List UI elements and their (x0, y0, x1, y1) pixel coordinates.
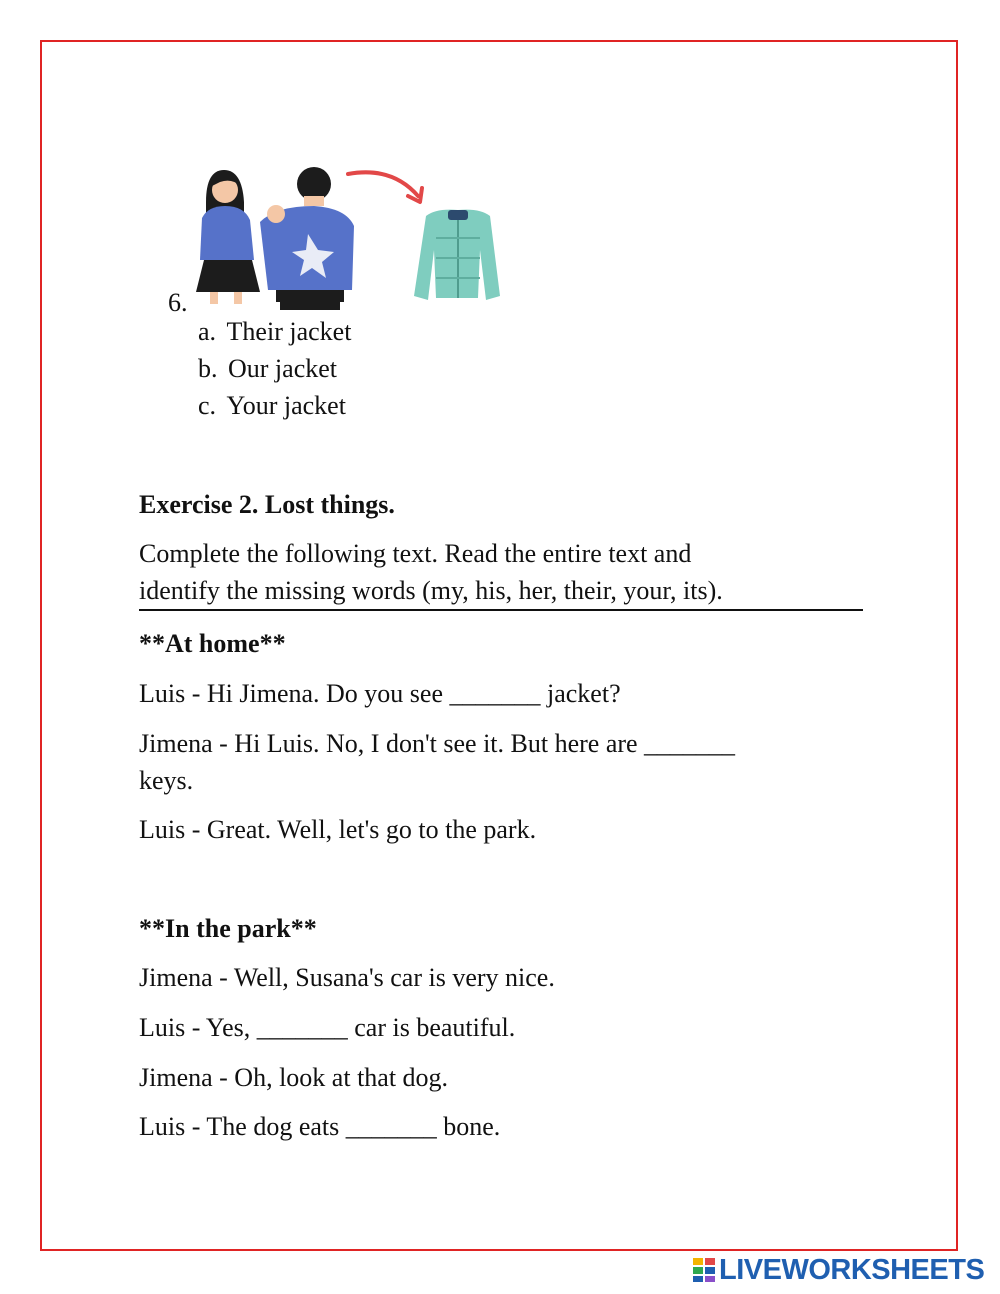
dialogue-line: Luis - Hi Jimena. Do you see _______ jacket? (139, 679, 621, 708)
option-letter: a. (198, 317, 217, 346)
instruction-line-2: identify the missing words (my, his, her, their, your, its). (139, 576, 723, 605)
exercise-title: Exercise 2. Lost things. (139, 490, 395, 519)
dialogue-line: Luis - Great. Well, let's go to the park. (139, 815, 537, 844)
dialogue-line: Jimena - Oh, look at that dog. (139, 1063, 449, 1092)
two-people-jacket-illustration (196, 160, 516, 310)
dialogue-line-continued: keys. (139, 766, 194, 795)
option-a[interactable] (198, 316, 351, 348)
jacket-icon (414, 210, 500, 300)
section-heading-park: **In the park** (139, 914, 317, 943)
option-letter: b. (198, 354, 218, 383)
dialogue-line: Luis - The dog eats _______ bone. (139, 1112, 501, 1141)
instruction-line-1: Complete the following text. Read the entire text and (139, 539, 692, 568)
red-arrow-icon (348, 172, 418, 196)
liveworksheets-logo-icon (693, 1258, 715, 1282)
option-text: Your jacket (226, 391, 346, 420)
option-text: Our jacket (228, 354, 338, 383)
dialogue-line: Jimena - Well, Susana's car is very nice. (139, 963, 555, 992)
liveworksheets-branding (693, 1255, 984, 1285)
boy-figure (260, 167, 354, 310)
question-number: 6. (168, 288, 188, 317)
dialogue-line: Luis - Yes, _______ car is beautiful. (139, 1013, 516, 1042)
option-letter: c. (198, 391, 217, 420)
girl-figure (196, 170, 260, 304)
section-heading-home: **At home** (139, 629, 286, 658)
liveworksheets-wordmark: LIVEWORKSHEETS (719, 1253, 985, 1286)
dialogue-line: Jimena - Hi Luis. No, I don't see it. But here are _______ (139, 729, 736, 758)
option-c[interactable] (198, 390, 346, 422)
option-text: Their jacket (226, 317, 352, 346)
option-b[interactable] (198, 353, 337, 385)
divider-line (139, 609, 863, 611)
